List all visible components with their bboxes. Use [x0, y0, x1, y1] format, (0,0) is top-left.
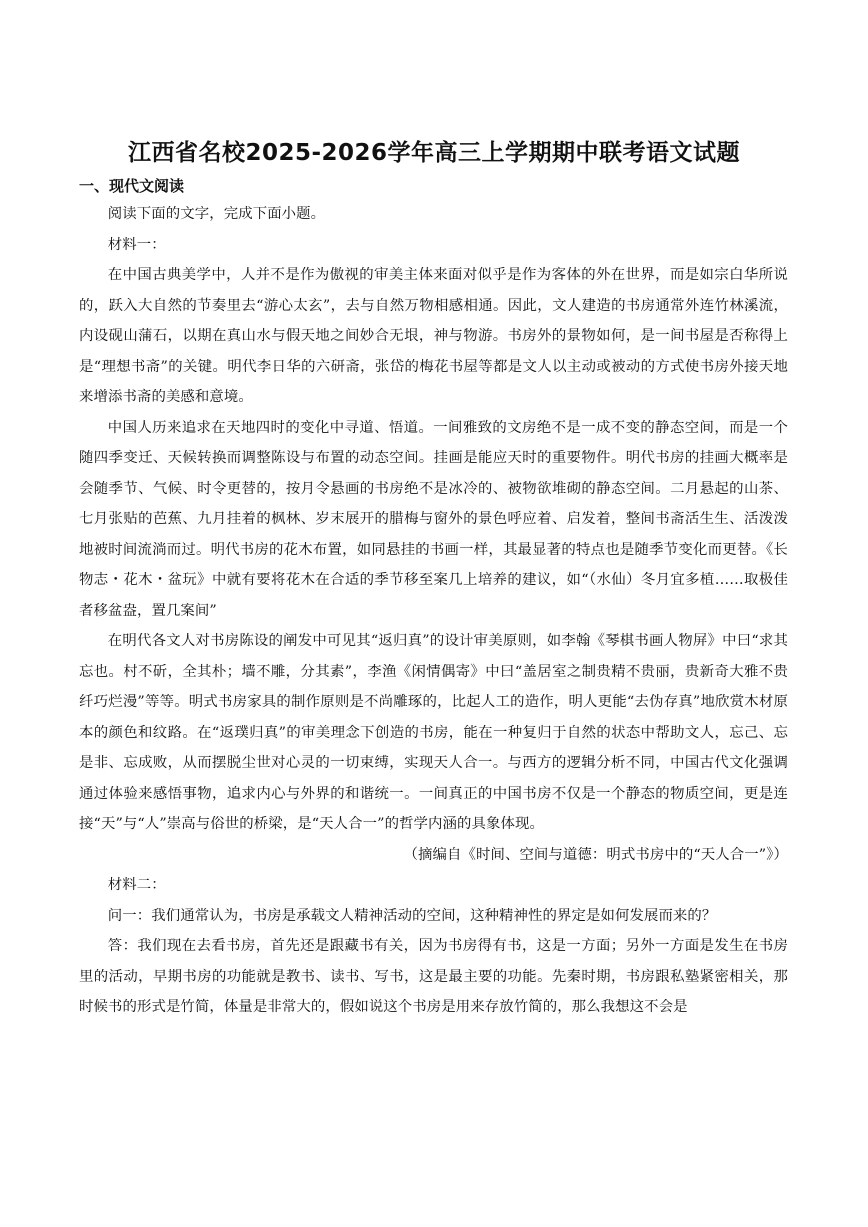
interview-question: 问一：我们通常认为，书房是承载文人精神活动的空间，这种精神性的界定是如何发展而来的？ [107, 907, 717, 924]
document-title: 江西省名校2025-2026学年高三上学期期中联考语文试题 [127, 140, 741, 166]
interview-answer: 答：我们现在去看书房，首先还是跟藏书有关，因为书房得有书，这是一方面；另外一方面是发生在书房里的活动，早期书房的功能就是教书、读书、写书，这是最主要的功能。先秦时期，书房跟私塾紧密相关，那时候书的形式是竹简，体量是非常大的，假如说这个书房是用来存放竹简的，那么我想这不会是 [79, 938, 788, 1015]
source-citation: （摘编自《时间、空间与道德：明式书房中的“天人合一”》） [403, 846, 788, 863]
body-paragraph: 在明代各文人对书房陈设的阐发中可见其“返归真”的设计审美原则，如李翰《琴棋书画人物屏》中曰“求其忘也。村不斫，全其朴；墙不雕，分其素”，李渔《闲情偶寄》中曰“盖居室之制贵精不贵丽，贵新奇大雅不贵纤巧烂漫”等等。明式书房家具的制作原则是不尚雕琢的，比起人工的造作，明人更能“去伪存真”地欣赏木材原本的颜色和纹路。在“返璞归真”的审美理念下创造的书房，能在一种复归于自然的状态中帮助文人，忘己、忘是非、忘成败，从而摆脱尘世对心灵的一切束缚，实现天人合一。与西方的逻辑分析不同，中国古代文化强调通过体验来感悟事物，追求内心与外界的和谐统一。一间真正的中国书房不仅是一个静态的物质空间，更是连接“天”与“人”崇高与俗世的桥梁，是“天人合一”的哲学内涵的具象体现。 [79, 633, 788, 832]
instruction-paragraph: 阅读下面的文字，完成下面小题。 [107, 206, 326, 222]
material-two-label: 材料二： [107, 877, 166, 893]
section-heading: 一、现代文阅读 [79, 177, 185, 195]
document-body [79, 199, 788, 1023]
body-paragraph: 在中国古典美学中，人并不是作为傲视的审美主体来面对似乎是作为客体的外在世界，而是如宗白华所说的，跃入大自然的节奏里去“游心太玄”，去与自然万物相感相通。因此，文人建造的书房通常外连竹林溪流，内设砚山蒲石，以期在真山水与假天地之间妙合无垠，神与物游。书房外的景物如何，是一间书屋是否称得上是“理想书斋”的关键。明代李日华的六研斋，张岱的梅花书屋等都是文人以主动或被动的方式使书房外接天地来增添书斋的美感和意境。 [79, 267, 788, 405]
body-paragraph: 中国人历来追求在天地四时的变化中寻道、悟道。一间雅致的文房绝不是一成不变的静态空间，而是一个随四季变迁、天候转换而调整陈设与布置的动态空间。挂画是能应天时的重要物件。明代书房的挂画大概率是会随季节、气候、时令更替的，按月令悬画的书房绝不是冰冷的、被物欲堆砌的静态空间。二月悬起的山茶、七月张贴的芭蕉、九月挂着的枫林、岁末展开的腊梅与窗外的景色呼应着、启发着，整间书斋活生生、活泼泼地被时间流淌而过。明代书房的花木布置，如同悬挂的书画一样，其最显著的特点也是随季节变化而更替。《长物志・花木・盆玩》中就有要将花木在合适的季节移至案几上培养的建议，如“（水仙）冬月宜多植……取极佳者移盆盎，置几案间” [79, 419, 788, 619]
material-one-label: 材料一： [107, 236, 166, 253]
